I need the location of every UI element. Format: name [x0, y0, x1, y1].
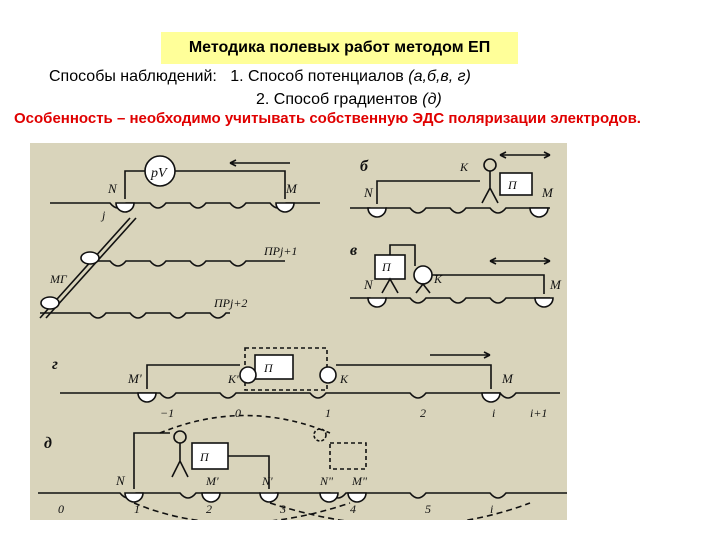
panel-g [52, 348, 560, 420]
observations-label: Способы наблюдений: [49, 68, 217, 85]
move-path-d [160, 416, 330, 434]
label-m-v: M [550, 277, 561, 292]
wire-b [377, 181, 480, 204]
profile-label-j2: ПРj+2 [214, 296, 248, 310]
slide-title: Методика полевых работ методом ЕП [161, 32, 518, 64]
operator-head-d-next [314, 429, 326, 441]
tick-d-0: 0 [58, 502, 64, 516]
ground-line-a2 [85, 261, 285, 266]
ground-line-d [38, 493, 567, 498]
base-electrode-1 [81, 252, 99, 264]
label-m1-d: M' [206, 474, 219, 488]
label-m-b: M [542, 185, 553, 200]
wire-g-right [336, 365, 491, 389]
wire-d-left [134, 433, 170, 489]
meter-label-g: П [264, 361, 273, 375]
method-potentials: 1. Способ потенциалов [230, 68, 404, 85]
base-electrode-2 [41, 297, 59, 309]
electrode-n-b [368, 208, 386, 217]
electrode-m1-d [202, 493, 220, 502]
coil-right-label: К [340, 372, 348, 386]
tick-d-5: 5 [425, 502, 431, 516]
label-n1-d: N' [262, 474, 273, 488]
tick-g-3: 2 [420, 406, 426, 420]
panel-v [350, 242, 562, 307]
wire-g-left [147, 365, 240, 389]
tripod-v2 [416, 284, 430, 293]
method-potentials-cases: (а,б,в, г) [408, 68, 471, 85]
panel-d [38, 416, 567, 521]
electrode-n1-d [260, 493, 278, 502]
coil-left-g [240, 367, 256, 383]
label-m2-d: M" [352, 474, 368, 488]
meter-box-d [192, 443, 228, 469]
electrode-n2-d [320, 493, 338, 502]
electrode-m-a [276, 203, 294, 212]
operator-body-d [172, 443, 188, 477]
profile-j-label: j [102, 208, 106, 222]
electrode-n-v [368, 298, 386, 307]
tick-d-1: 1 [134, 502, 140, 516]
move-arrow-g [430, 352, 490, 358]
electrode-n-d [125, 493, 143, 502]
operator-head-d [174, 431, 186, 443]
move-arrow-a [230, 160, 290, 166]
panel-b [350, 152, 554, 217]
meter-box-g [255, 355, 293, 379]
base-label: МГ [50, 272, 67, 286]
panel-b-letter: б [360, 158, 368, 175]
field-methods-figure [30, 143, 567, 520]
label-n2-d: N" [320, 474, 334, 488]
meter-label-b: П [508, 178, 517, 192]
profile-label-j1: ПРj+1 [264, 244, 298, 258]
tick-g-5: i+1 [530, 406, 548, 420]
panel-v-letter: в [350, 242, 358, 259]
tick-d-4: 4 [350, 502, 356, 516]
coil-right-g [320, 367, 336, 383]
operator-head-b [484, 159, 496, 171]
panel-d-letter: д [44, 435, 52, 452]
electrode-m-g [482, 393, 500, 402]
coil-left-label: К' [228, 372, 239, 386]
electrode-m1-g [138, 393, 156, 402]
coil-circle-v [414, 266, 432, 284]
feature-note: Особенность – необходимо учитывать собственную ЭДС поляризации электродов. [14, 110, 641, 127]
observations-line-1 [49, 68, 471, 86]
move-path-d-bottom [134, 503, 350, 520]
label-n-v: N [364, 277, 373, 292]
meter-label-v: П [382, 260, 391, 274]
tick-g-2: 1 [325, 406, 331, 420]
electrode-m2-d [348, 493, 366, 502]
tripod-v [382, 279, 398, 293]
electrode-m-v [535, 298, 553, 307]
tick-d-3: 3 [280, 502, 286, 516]
panel-a [40, 156, 320, 318]
meter-label-d: П [200, 450, 209, 464]
coil-label-v: К [434, 272, 442, 286]
wire-right-a [175, 171, 285, 199]
electrode-n-a [116, 203, 134, 212]
electrode-m-b [530, 208, 548, 217]
label-m1-g: M' [128, 371, 142, 386]
tick-g-4: i [492, 406, 496, 420]
method-gradients: 2. Способ градиентов [256, 91, 418, 108]
voltmeter-label: pV [151, 166, 167, 181]
scheme-drawing [30, 143, 567, 520]
label-m-g: M [502, 371, 513, 386]
tick-g-1: 0 [235, 406, 241, 420]
label-n-d: N [116, 473, 125, 488]
label-m-a: M [286, 181, 297, 196]
move-arrow-b [500, 152, 550, 158]
wire-left-a [125, 171, 145, 199]
label-n-a: N [108, 181, 117, 196]
tick-g-0: −1 [160, 406, 175, 420]
method-gradients-cases: (д) [422, 91, 442, 108]
panel-g-letter: г [52, 356, 58, 373]
meter-box-d-next [330, 443, 366, 469]
tick-d-6: i [490, 502, 494, 516]
label-n-b: N [364, 185, 373, 200]
tick-d-2: 2 [206, 502, 212, 516]
observations-line-2 [256, 91, 442, 109]
wire-v-right [432, 275, 544, 294]
move-arrow-v [490, 258, 550, 264]
coil-label-b: К [460, 160, 468, 174]
operator-body-b [482, 171, 498, 203]
ground-line-a3 [40, 313, 230, 318]
